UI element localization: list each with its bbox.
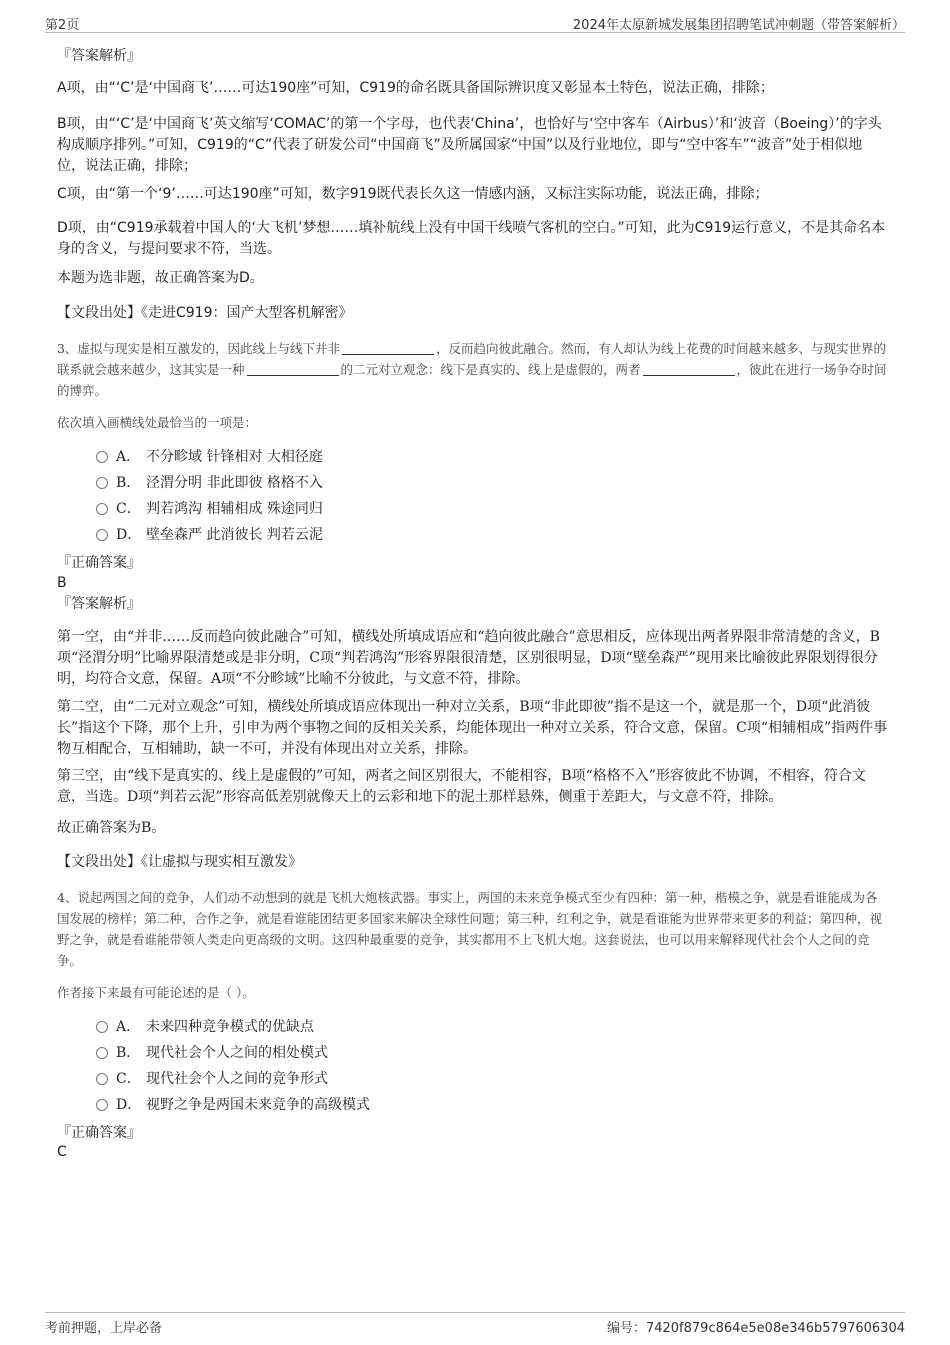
q4-answer: C — [57, 1144, 67, 1160]
q3-analysis-3: 第三空，由“线下是真实的、线上是虚假的”可知，两者之间区别很大，不能相容，B项“格格不入”形容彼此不协调，不相容，符合文意，当选。D项“判若云泥”形容高低差别就像天上的云彩和地下的泥土那样悬殊，侧重于差距大，与文意不符，排除。 — [57, 768, 866, 805]
q3-stem: 3、虚拟与现实是相互激发的，因此线上与线下并非 ，反而趋向彼此融合。然而，有人却认为线上花费的时间越来越多、与现实世界的联系就会越来越少，这其实是一种 的二元对立观念：线下是真实的、线上是虚假的，两者 ，彼此在进行一场争夺时间的博弈。 — [57, 341, 887, 398]
q2-analysis-c: C项，由“第一个‘9’……可达190座”可知，数字919既代表长久这一情感内涵，又标注实际功能，说法正确，排除； — [57, 186, 769, 202]
q3-option-c[interactable]: C． 判若鸿沟 相辅相成 殊途同归 — [96, 498, 323, 520]
q2-analysis-d: D项，由“C919承载着中国人的‘大飞机’梦想……填补航线上没有中国干线喷气客机的空白。”可知，此为C919运行意义，不是其命名本身的含义，与提问要求不符，当选。 — [57, 220, 886, 257]
radio-icon[interactable] — [96, 1073, 108, 1085]
q3-conclusion: 故正确答案为B。 — [57, 820, 166, 836]
q2-analysis-heading: 『答案解析』 — [57, 48, 141, 64]
q4-option-a[interactable]: A． 未来四种竞争模式的优缺点 — [96, 1016, 314, 1038]
radio-icon[interactable] — [96, 503, 108, 515]
q2-source: 【文段出处】《走进C919：国产大型客机解密》 — [57, 305, 353, 321]
q3-analysis-2: 第二空，由“二元对立观念”可知，横线处所填成语应体现出一种对立关系，B项“非此即彼”指不是这一个，就是那一个，D项“此消彼长”指这个下降，那个上升，引申为两个事物之间的反相关关系，均能体现出一种对立关系，符合文意，保留。C项“相辅相成”指两件事物互相配合，互相辅助，缺一不可，并没有体现出对立关系，排除。 — [57, 699, 888, 757]
q3-option-b[interactable]: B． 泾渭分明 非此即彼 格格不入 — [96, 472, 323, 494]
q3-answer-heading: 『正确答案』 — [57, 555, 141, 571]
q3-analysis-1: 第一空，由“并非……反而趋向彼此融合”可知，横线处所填成语应和“趋向彼此融合”意思相反，应体现出两者界限非常清楚的含义，B项“泾渭分明”比喻界限清楚或是非分明，C项“判若鸿沟”形容界限很清楚，区别很明显，D项“壁垒森严”现用来比喻彼此界限划得很分明，均符合文意，保留。A项“不分畛域”比喻不分彼此，与文意不符，排除。 — [57, 629, 880, 687]
q3-answer: B — [57, 575, 67, 591]
q3-blank-2 — [247, 361, 339, 376]
q4-answer-heading: 『正确答案』 — [57, 1125, 141, 1141]
page-number: 第2页 — [45, 18, 80, 33]
q4-prompt: 作者接下来最有可能论述的是（ ）。 — [57, 985, 255, 1000]
q3-blank-3 — [643, 361, 735, 376]
footer-slogan: 考前押题，上岸必备 — [45, 1321, 163, 1336]
q2-analysis-a: A项，由“‘C’是‘中国商飞’……可达190座”可知，C919的命名既具备国际辨识度又彰显本土特色，说法正确，排除； — [57, 80, 774, 96]
document-id: 编号：7420f879c864e5e08e346b5797606304 — [606, 1321, 905, 1336]
q3-blank-1 — [342, 340, 434, 355]
q4-option-b[interactable]: B． 现代社会个人之间的相处模式 — [96, 1042, 328, 1064]
page-footer — [45, 1312, 905, 1343]
q4-option-c[interactable]: C． 现代社会个人之间的竞争形式 — [96, 1068, 328, 1090]
radio-icon[interactable] — [96, 1047, 108, 1059]
q4-option-d[interactable]: D． 视野之争是两国未来竞争的高级模式 — [96, 1094, 370, 1116]
q3-option-a[interactable]: A． 不分畛域 针锋相对 大相径庭 — [96, 446, 323, 468]
radio-icon[interactable] — [96, 477, 108, 489]
radio-icon[interactable] — [96, 451, 108, 463]
q4-stem: 4、说起两国之间的竞争，人们动不动想到的就是飞机大炮核武器。事实上，两国的未来竞争模式至少有四种：第一种，楷模之争，就是看谁能成为各国发展的榜样；第二种，合作之争，就是看谁能团结更多国家来解决全球性问题；第三种，红利之争，就是看谁能为世界带来更多的利益；第四种，视野之争，就是看谁能带领人类走向更高级的文明。这四种最重要的竞争，其实都用不上飞机大炮。这套说法，也可以用来解释现代社会个人之间的竞争。 — [57, 890, 883, 968]
q2-conclusion: 本题为选非题，故正确答案为D。 — [57, 270, 264, 286]
radio-icon[interactable] — [96, 529, 108, 541]
radio-icon[interactable] — [96, 1021, 108, 1033]
q3-analysis-heading: 『答案解析』 — [57, 596, 141, 612]
q3-prompt: 依次填入画横线处最恰当的一项是： — [57, 415, 258, 430]
radio-icon[interactable] — [96, 1099, 108, 1111]
page-header — [45, 0, 905, 33]
q2-analysis-b: B项，由“‘C’是‘中国商飞’英文缩写‘COMAC’的第一个字母，也代表‘China’，也恰好与‘空中客车（Airbus）’和‘波音（Boeing）’的字头构成顺序排列。”可知，C919的“C”代表了研发公司“中国商飞”及所属国家“中国”以及行业地位，即与“空中客车”“波音”处于相似地位，说法正确，排除； — [57, 116, 882, 174]
document-title: 2024年太原新城发展集团招聘笔试冲刺题（带答案解析） — [572, 18, 905, 33]
q3-source: 【文段出处】《让虚拟与现实相互激发》 — [57, 854, 302, 870]
q3-option-d[interactable]: D． 壁垒森严 此消彼长 判若云泥 — [96, 524, 323, 546]
